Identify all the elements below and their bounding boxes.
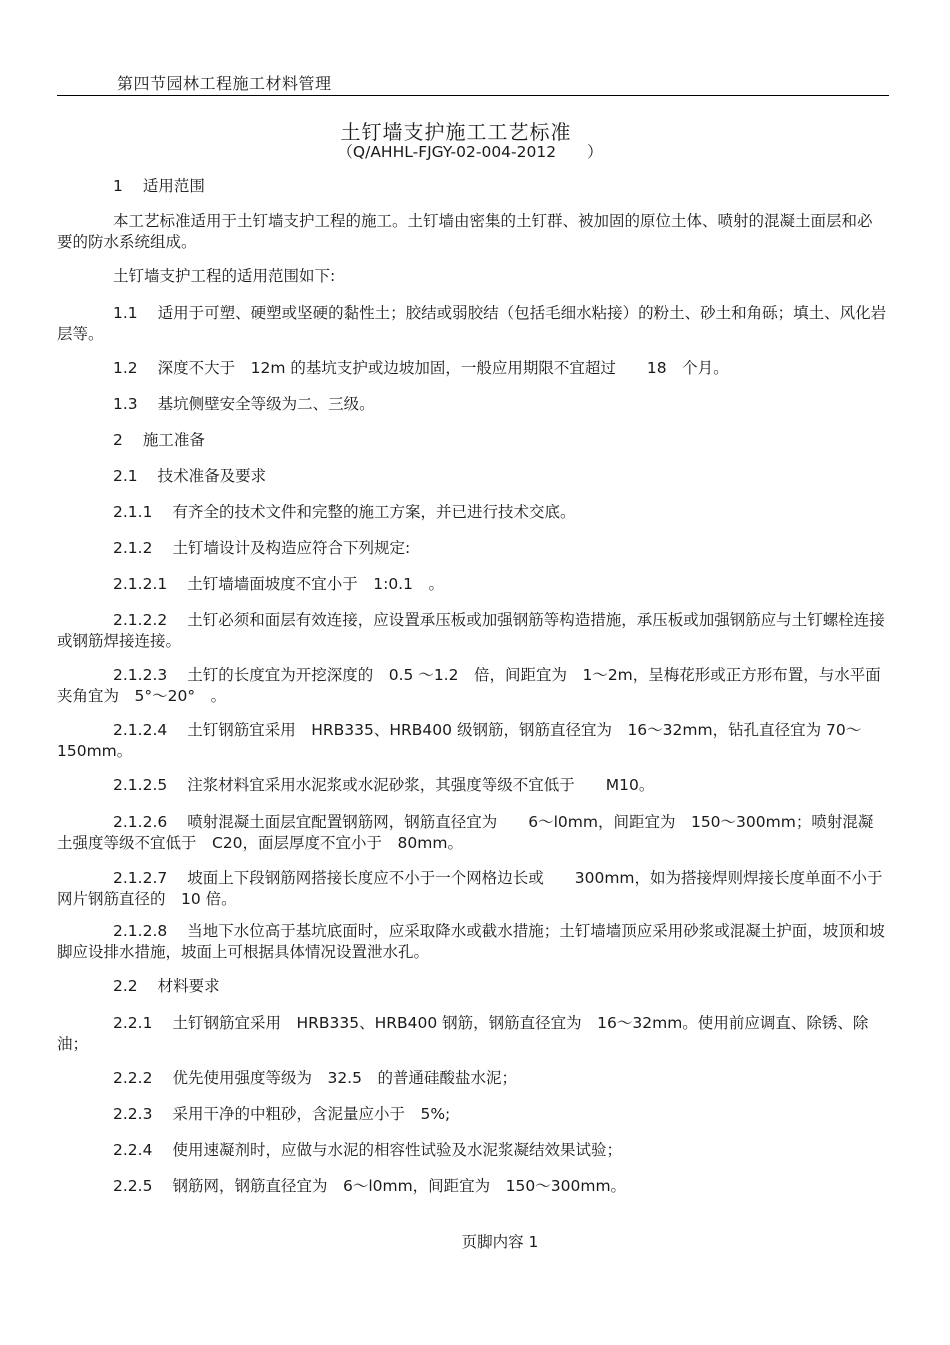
paragraph-number: 2: [113, 431, 123, 449]
paragraph-text: 使用速凝剂时，应做与水泥的相容性试验及水泥浆凝结效果试验；: [172, 1141, 622, 1159]
paragraph: [57, 430, 887, 451]
paragraph: [57, 1013, 887, 1055]
paragraph: [57, 610, 887, 652]
paragraph-text: 土钉墙支护工程的适用范围如下:: [113, 267, 336, 285]
paragraph-text: 技术准备及要求: [157, 467, 267, 485]
paragraph-text: 土钉墙墙面坡度不宜小于 1:0.1 。: [187, 575, 444, 593]
paragraph-number: 2.1.2.6: [113, 813, 168, 831]
paragraph-number: 2.1.2.8: [113, 922, 168, 940]
paragraph-text: 基坑侧壁安全等级为二、三级。: [157, 395, 375, 413]
paragraph: [57, 394, 887, 415]
paragraph-number: 2.1.2: [113, 539, 153, 557]
paragraph: [57, 211, 887, 253]
paragraph: [57, 574, 887, 595]
paragraph-text: 钢筋网，钢筋直径宜为 6～l0mm，间距宜为 150～300mm。: [172, 1177, 627, 1195]
paragraph: [57, 538, 887, 559]
paragraph-number: 1.2: [113, 359, 138, 377]
paragraph: [57, 921, 887, 963]
paragraph: [57, 720, 887, 762]
running-header: 第四节园林工程施工材料管理: [117, 74, 332, 93]
paragraph-number: 2.2.1: [113, 1014, 153, 1032]
paragraph: [57, 466, 887, 487]
paragraph-number: 1.3: [113, 395, 138, 413]
document-code: （Q/AHHL-FJGY-02-004-2012 ）: [337, 143, 603, 161]
paragraph-number: 1: [113, 177, 123, 195]
paragraph-number: 2.1.2.7: [113, 869, 168, 887]
paragraph-text: 土钉墙设计及构造应符合下列规定:: [172, 539, 411, 557]
page-footer: 页脚内容 1: [461, 1233, 539, 1251]
paragraph-text: 适用范围: [142, 177, 205, 195]
paragraph-number: 2.1.2.5: [113, 776, 168, 794]
paragraph-text: 土钉钢筋宜采用 HRB335、HRB400 钢筋，钢筋直径宜为 16～32mm。使用前应调直、除锈、除油；: [57, 1014, 869, 1053]
paragraph-number: 1.1: [113, 304, 138, 322]
paragraph-text: 有齐全的技术文件和完整的施工方案，并已进行技术交底。: [172, 503, 576, 521]
paragraph-number: 2.2.4: [113, 1141, 153, 1159]
paragraph: [57, 1140, 887, 1161]
paragraph: [57, 976, 887, 997]
paragraph-text: 土钉必须和面层有效连接，应设置承压板或加强钢筋等构造措施，承压板或加强钢筋应与土钉螺栓连接或钢筋焊接连接。: [57, 611, 885, 650]
paragraph-text: 喷射混凝土面层宜配置钢筋网，钢筋直径宜为 6～l0mm，间距宜为 150～300mm；喷射混凝土强度等级不宜低于 C20，面层厚度不宜小于 80mm。: [57, 813, 874, 852]
paragraph: [57, 1176, 887, 1197]
paragraph-text: 土钉钢筋宜采用 HRB335、HRB400 级钢筋，钢筋直径宜为 16～32mm，钻孔直径宜为 70～150mm。: [57, 721, 862, 760]
paragraph-number: 2.1.2.2: [113, 611, 168, 629]
paragraph-number: 2.2.5: [113, 1177, 153, 1195]
paragraph-number: 2.1.2.3: [113, 666, 168, 684]
document-title: 土钉墙支护施工工艺标准: [340, 120, 572, 144]
paragraph: [57, 502, 887, 523]
paragraph-number: 2.1.1: [113, 503, 153, 521]
paragraph-text: 施工准备: [142, 431, 205, 449]
paragraph-number: 2.2: [113, 977, 138, 995]
paragraph-number: 2.2.3: [113, 1105, 153, 1123]
paragraph-number: 2.1.2.4: [113, 721, 168, 739]
paragraph: [57, 775, 887, 796]
paragraph: [57, 1104, 887, 1125]
paragraph-text: 采用干净的中粗砂，含泥量应小于 5%;: [172, 1105, 451, 1123]
paragraph: [57, 176, 887, 197]
paragraph-text: 材料要求: [157, 977, 220, 995]
paragraph-text: 深度不大于 12m 的基坑支护或边坡加固，一般应用期限不宜超过 18 个月。: [157, 359, 729, 377]
paragraph-text: 当地下水位高于基坑底面时，应采取降水或截水措施；土钉墙墙顶应采用砂浆或混凝土护面，坡顶和坡脚应设排水措施，坡面上可根据具体情况设置泄水孔。: [57, 922, 885, 961]
paragraph: [57, 1068, 887, 1089]
paragraph: [57, 812, 887, 854]
paragraph: [57, 266, 887, 287]
paragraph-text: 土钉的长度宜为开挖深度的 0.5 ～1.2 倍，间距宜为 1～2m，呈梅花形或正方形布置，与水平面夹角宜为 5°～20° 。: [57, 666, 881, 705]
paragraph-text: 坡面上下段钢筋网搭接长度应不小于一个网格边长或 300mm，如为搭接焊则焊接长度单面不小于网片钢筋直径的 10 倍。: [57, 869, 883, 908]
paragraph: [57, 358, 887, 379]
header-divider: [57, 95, 889, 96]
paragraph-text: 优先使用强度等级为 32.5 的普通硅酸盐水泥；: [172, 1069, 517, 1087]
paragraph-text: 本工艺标准适用于土钉墙支护工程的施工。土钉墙由密集的土钉群、被加固的原位土体、喷射的混凝土面层和必要的防水系统组成。: [57, 212, 873, 251]
paragraph: [57, 303, 887, 345]
paragraph-text: 适用于可塑、硬塑或坚硬的黏性土；胶结或弱胶结（包括毛细水粘接）的粉土、砂土和角砾；填土、风化岩层等。: [57, 304, 887, 343]
paragraph-number: 2.1: [113, 467, 138, 485]
paragraph-number: 2.2.2: [113, 1069, 153, 1087]
paragraph-text: 注浆材料宜采用水泥浆或水泥砂浆，其强度等级不宜低于 M10。: [187, 776, 655, 794]
paragraph: [57, 868, 887, 910]
paragraph: [57, 665, 887, 707]
paragraph-number: 2.1.2.1: [113, 575, 168, 593]
